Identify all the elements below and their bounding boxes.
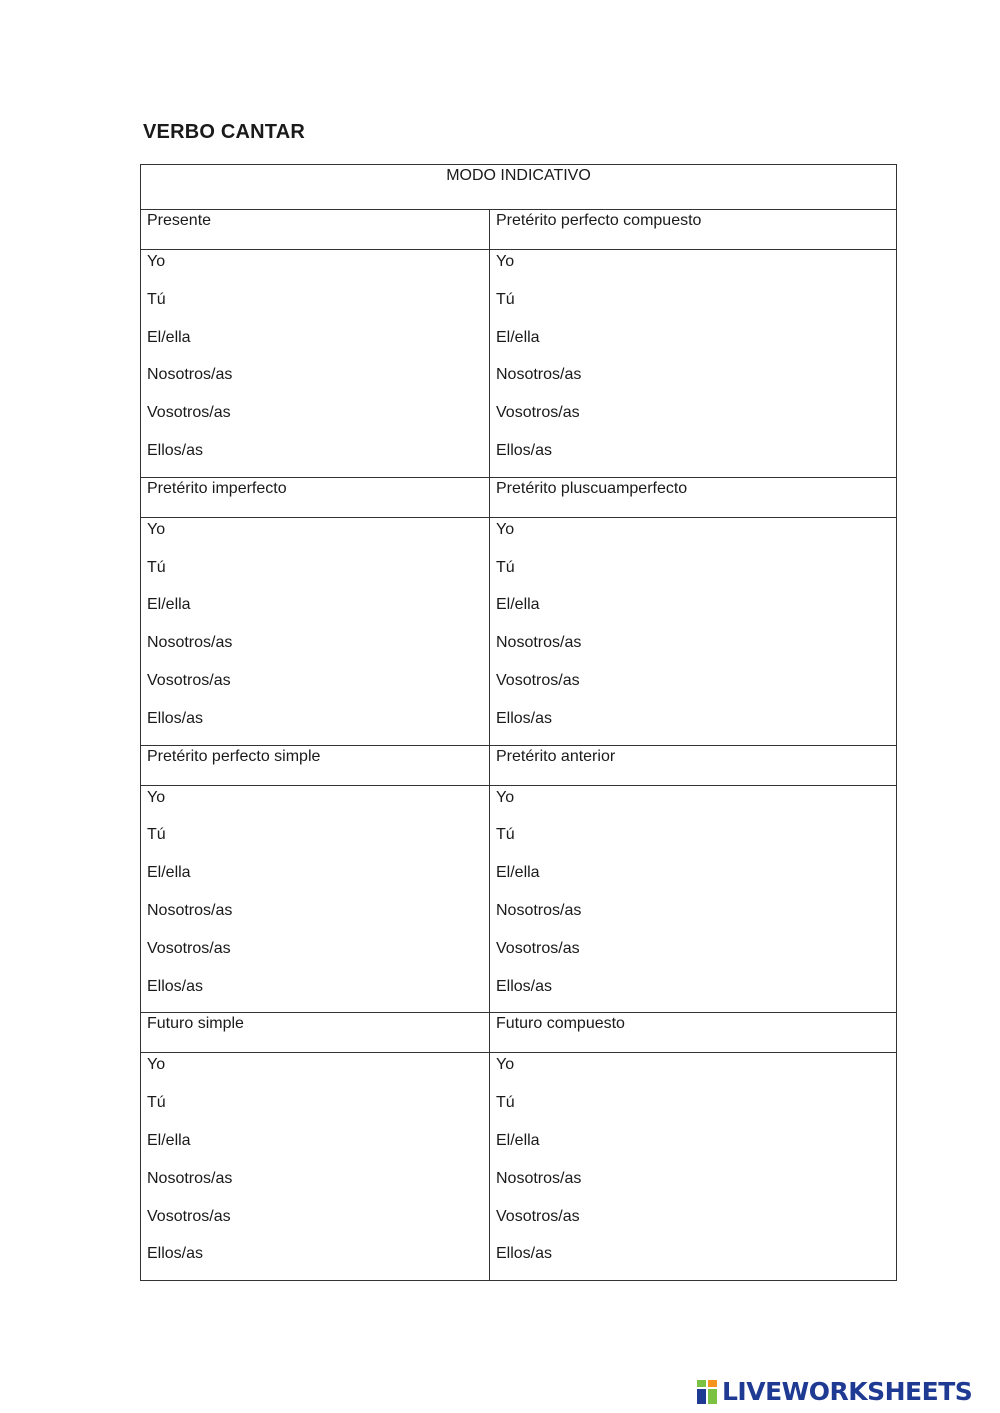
tense-name-left: Pretérito perfecto simple [141, 745, 490, 785]
pronoun-label: Vosotros/as [496, 671, 580, 689]
pronoun-label: Tú [147, 290, 166, 308]
tense-name-left: Futuro simple [141, 1013, 490, 1053]
pronoun-label: Ellos/as [147, 441, 204, 459]
pronoun-label: Nosotros/as [496, 901, 582, 919]
pronoun-label: Nosotros/as [147, 901, 233, 919]
mode-header-row [141, 165, 897, 210]
pronoun-label: Vosotros/as [147, 671, 231, 689]
pronoun-label: Yo [496, 788, 515, 806]
pronoun-label: Nosotros/as [147, 634, 233, 652]
conjugation-table [140, 164, 897, 1281]
pronoun-label: Vosotros/as [496, 939, 580, 957]
pronoun-label: Vosotros/as [496, 1207, 580, 1225]
tense-name-left: Presente [141, 210, 490, 250]
tense-header-row [141, 745, 897, 785]
pronoun-label: Tú [496, 1094, 515, 1112]
pronoun-label: Tú [496, 290, 515, 308]
pronoun-row [141, 1053, 897, 1281]
pronoun-cell-right [490, 785, 897, 1013]
pronoun-label: Ellos/as [496, 1245, 553, 1263]
pronoun-label: Yo [496, 520, 515, 538]
pronoun-label: Ellos/as [147, 977, 204, 995]
pronoun-label: Ellos/as [147, 709, 204, 727]
pronoun-label: El/ella [496, 328, 540, 346]
pronoun-cell-left [141, 1053, 490, 1281]
pronoun-label: Tú [496, 826, 515, 844]
pronoun-label: Yo [496, 253, 515, 270]
pronoun-cell-left [141, 517, 490, 745]
pronoun-label: El/ella [496, 1131, 540, 1149]
pronoun-cell-right [490, 517, 897, 745]
pronoun-label: Vosotros/as [496, 404, 580, 422]
pronoun-label: Nosotros/as [496, 634, 582, 652]
pronoun-label: Yo [496, 1056, 515, 1074]
pronoun-label: Ellos/as [496, 441, 553, 459]
pronoun-label: El/ella [147, 1131, 191, 1149]
pronoun-label: Nosotros/as [496, 366, 582, 384]
pronoun-cell-right [490, 1053, 897, 1281]
pronoun-label: Nosotros/as [496, 1169, 582, 1187]
page-title: VERBO CANTAR [143, 121, 306, 143]
liveworksheets-brand [697, 1377, 972, 1406]
pronoun-label: El/ella [147, 596, 191, 614]
pronoun-label: Nosotros/as [147, 1169, 233, 1187]
pronoun-label: El/ella [496, 596, 540, 614]
tense-header-row [141, 1013, 897, 1053]
pronoun-label: Ellos/as [147, 1245, 204, 1263]
pronoun-label: Yo [147, 788, 166, 806]
pronoun-label: El/ella [496, 864, 540, 882]
pronoun-label: Tú [147, 1094, 166, 1112]
pronoun-label: Vosotros/as [147, 404, 231, 422]
tense-name-right: Pretérito pluscuamperfecto [490, 477, 897, 517]
liveworksheets-logo-icon [697, 1380, 719, 1404]
tense-header-row [141, 210, 897, 250]
pronoun-label: Ellos/as [496, 977, 553, 995]
pronoun-row [141, 517, 897, 745]
pronoun-label: Tú [496, 558, 515, 576]
pronoun-label: Nosotros/as [147, 366, 233, 384]
pronoun-label: Vosotros/as [147, 939, 231, 957]
tense-name-left: Pretérito imperfecto [141, 477, 490, 517]
pronoun-label: Yo [147, 520, 166, 538]
pronoun-label: El/ella [147, 864, 191, 882]
pronoun-label: El/ella [147, 328, 191, 346]
pronoun-row [141, 785, 897, 1013]
tense-name-right: Pretérito anterior [490, 745, 897, 785]
tense-name-right: Pretérito perfecto compuesto [490, 210, 897, 250]
pronoun-cell-left [141, 250, 490, 478]
mode-header: MODO INDICATIVO [141, 165, 897, 210]
pronoun-cell-left [141, 785, 490, 1013]
pronoun-label: Tú [147, 826, 166, 844]
brand-name: LIVEWORKSHEETS [722, 1377, 973, 1406]
pronoun-label: Yo [147, 1056, 166, 1074]
tense-name-right: Futuro compuesto [490, 1013, 897, 1053]
pronoun-label: Vosotros/as [147, 1207, 231, 1225]
pronoun-row [141, 250, 897, 478]
pronoun-label: Tú [147, 558, 166, 576]
pronoun-label: Yo [147, 253, 166, 270]
tense-header-row [141, 477, 897, 517]
pronoun-cell-right [490, 250, 897, 478]
pronoun-label: Ellos/as [496, 709, 553, 727]
